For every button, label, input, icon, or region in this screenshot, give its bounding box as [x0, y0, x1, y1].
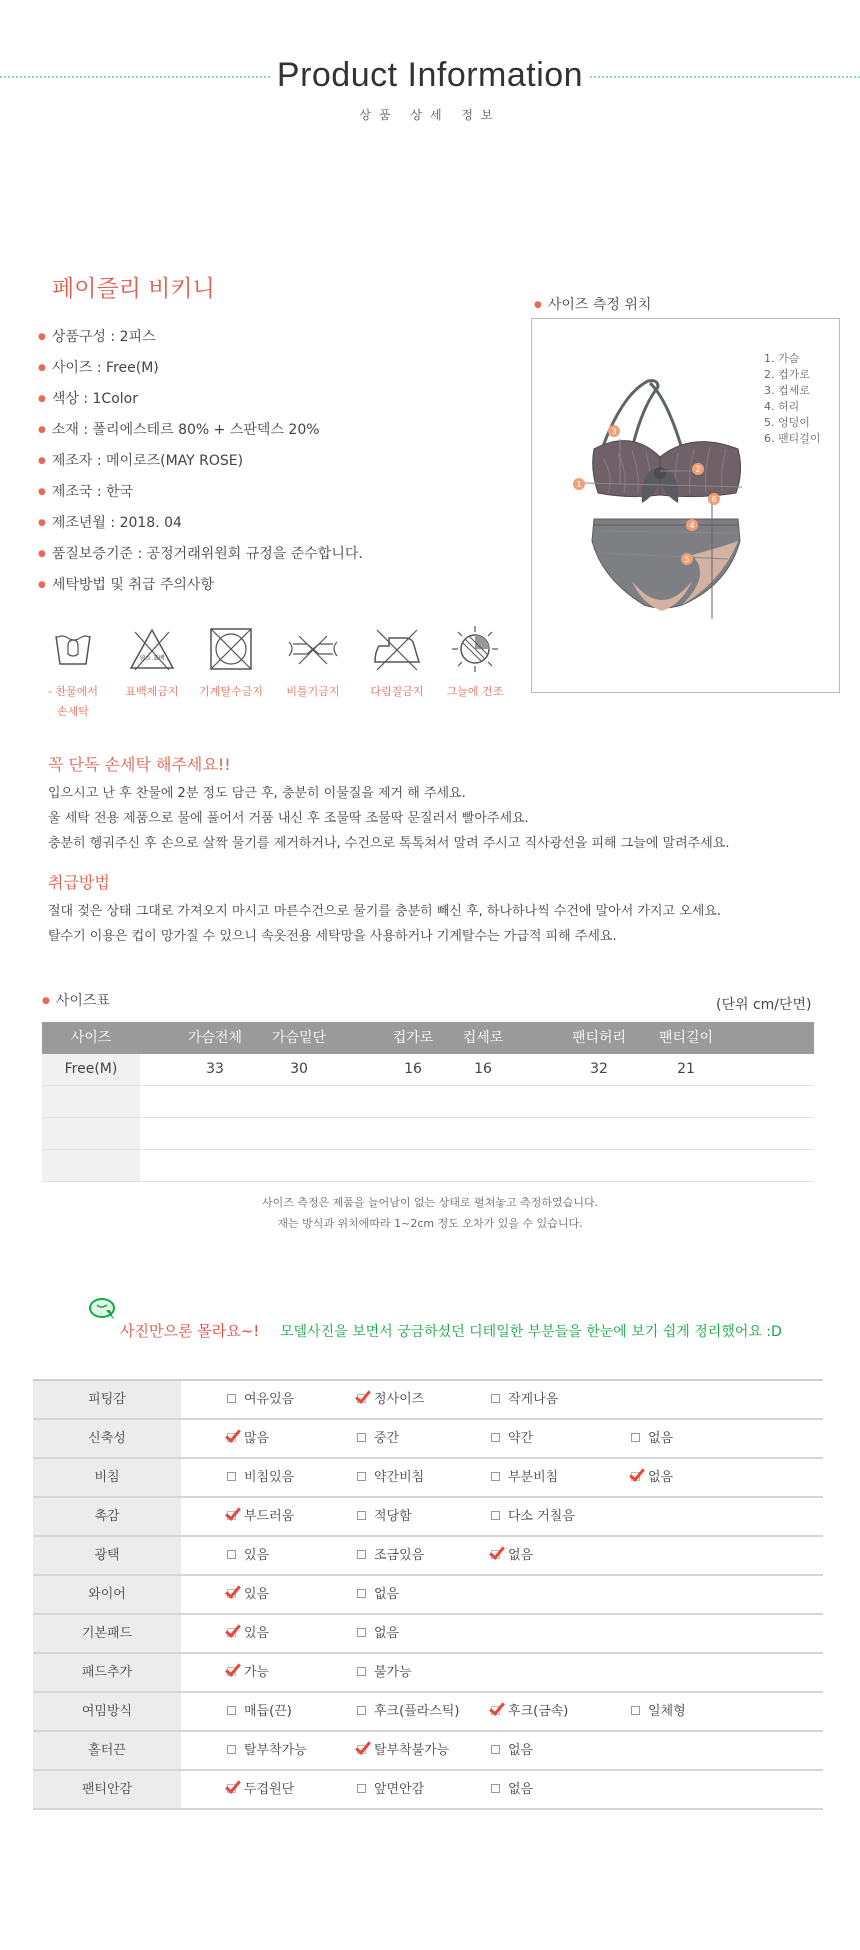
column-header: 컵가로 — [392, 1030, 434, 1046]
bullet-icon: ● — [38, 394, 46, 404]
care-icon-row — [38, 624, 518, 734]
feature-option[interactable] — [631, 1420, 673, 1457]
feature-option-label: 후크(플라스틱) — [374, 1704, 460, 1719]
feature-table — [33, 1379, 823, 1810]
svg-text:염소 표백: 염소 표백 — [139, 655, 165, 662]
checkbox-icon[interactable] — [357, 1433, 366, 1442]
handle-note-line: 탈수기 이용은 컵이 망가질 수 있으니 속옷전용 세탁망을 사용하거나 기계탈수는 가급적 피해 주세요. — [48, 929, 617, 944]
feature-option-label: 약간 — [508, 1431, 534, 1446]
checked-checkbox-icon[interactable] — [227, 1511, 236, 1520]
feature-option-label: 정사이즈 — [374, 1392, 425, 1407]
feature-option-label: 가능 — [244, 1665, 270, 1680]
checkbox-icon[interactable] — [227, 1472, 236, 1481]
size-table-label: ● 사이즈표 — [42, 993, 110, 1009]
feature-option[interactable] — [491, 1459, 558, 1496]
feature-row — [33, 1615, 823, 1654]
handle-note-line: 절대 젖은 상태 그대로 가져오지 마시고 마른수건으로 물기를 충분히 빼신 후, 하나하나씩 수건에 말아서 가지고 오세요. — [48, 904, 722, 919]
spec-item: ● 제조국 : 한국 — [38, 484, 134, 500]
feature-label: 패드추가 — [33, 1654, 181, 1691]
photo-guide-description: 모델사진을 보면서 궁금하셨던 디테일한 부분들을 한눈에 보기 쉽게 정리했어요 :D — [280, 1324, 782, 1340]
checked-checkbox-icon[interactable] — [227, 1589, 236, 1598]
care-label: 다림질금지 — [370, 685, 424, 698]
feature-option-label: 불가능 — [374, 1665, 412, 1680]
feature-option-label: 두겹원단 — [244, 1782, 295, 1797]
feature-row — [33, 1459, 823, 1498]
feature-option-label: 많음 — [244, 1431, 270, 1446]
checkbox-icon[interactable] — [357, 1589, 366, 1598]
checked-checkbox-icon[interactable] — [227, 1628, 236, 1637]
bullet-icon: ● — [38, 580, 46, 590]
feature-row — [33, 1381, 823, 1420]
feature-option[interactable] — [491, 1498, 575, 1535]
bullet-icon: ● — [534, 300, 542, 310]
feature-option[interactable] — [357, 1381, 424, 1418]
feature-option[interactable] — [491, 1381, 558, 1418]
feature-label: 팬티안감 — [33, 1771, 181, 1808]
checkbox-icon[interactable] — [357, 1550, 366, 1559]
no-tumble-dry-icon — [206, 624, 256, 674]
checkbox-icon[interactable] — [357, 1511, 366, 1520]
feature-option-label: 여유있음 — [244, 1392, 295, 1407]
care-item — [38, 624, 108, 722]
spec-item: ● 세탁방법 및 취급 주의사항 — [38, 577, 214, 593]
size-table-header — [42, 1022, 814, 1054]
feature-option[interactable] — [491, 1537, 533, 1574]
bullet-icon: ● — [38, 363, 46, 373]
feature-option-label: 다소 거칠음 — [508, 1509, 575, 1524]
feature-option-label: 없음 — [508, 1548, 534, 1563]
feature-option[interactable] — [631, 1693, 686, 1730]
feature-label: 여밈방식 — [33, 1693, 181, 1730]
table-row — [42, 1118, 814, 1150]
feature-option[interactable] — [227, 1576, 269, 1613]
spec-item: ● 소재 : 폴리에스테르 80% + 스판덱스 20% — [38, 422, 320, 438]
feature-option-label: 있음 — [244, 1587, 270, 1602]
column-header: 컵세로 — [462, 1030, 504, 1046]
feature-option[interactable] — [227, 1381, 294, 1418]
wash-note-title: 꼭 단독 손세탁 해주세요!! — [48, 755, 231, 774]
checkbox-icon[interactable] — [491, 1784, 500, 1793]
care-item — [196, 624, 266, 702]
page-header — [0, 56, 860, 136]
feature-option-label: 부분비침 — [508, 1470, 559, 1485]
wash-note-line: 입으시고 난 후 찬물에 2분 정도 담근 후, 충분히 이물질을 제거 해 주세요. — [48, 786, 466, 801]
marker-2 — [692, 463, 704, 475]
feature-option[interactable] — [227, 1654, 269, 1691]
feature-label: 광택 — [33, 1537, 181, 1574]
marker-5 — [681, 553, 693, 565]
wash-note-line: 충분히 헹궈주신 후 손으로 살짝 물기를 제거하거나, 수건으로 톡톡쳐서 말려 주시고 직사광선을 피해 그늘에 말려주세요. — [48, 836, 730, 851]
checkbox-icon[interactable] — [631, 1706, 640, 1715]
feature-label: 촉감 — [33, 1498, 181, 1535]
feature-option-label: 적당함 — [374, 1509, 412, 1524]
hand-wash-icon — [48, 624, 98, 674]
feature-row — [33, 1498, 823, 1537]
handle-note-title: 취급방법 — [48, 873, 110, 892]
checked-checkbox-icon[interactable] — [631, 1472, 640, 1481]
feature-option-label: 없음 — [508, 1782, 534, 1797]
marker-1 — [573, 478, 585, 490]
feature-option-label: 없음 — [374, 1626, 400, 1641]
feature-option-label: 조금있음 — [374, 1548, 425, 1563]
column-header: 팬티길이 — [658, 1030, 714, 1046]
care-item — [440, 624, 510, 702]
care-label: 그늘에 건조 — [446, 685, 504, 698]
feature-option-label: 없음 — [508, 1743, 534, 1758]
checked-checkbox-icon[interactable] — [357, 1394, 366, 1403]
checkbox-icon[interactable] — [491, 1745, 500, 1754]
bullet-icon: ● — [38, 456, 46, 466]
feature-row — [33, 1576, 823, 1615]
checkbox-icon[interactable] — [491, 1433, 500, 1442]
column-header: 가슴밑단 — [271, 1030, 327, 1046]
svg-text:2: 2 — [695, 465, 701, 474]
feature-option[interactable] — [357, 1615, 399, 1652]
column-header: 팬티허리 — [571, 1030, 627, 1046]
marker-6 — [708, 493, 720, 505]
feature-label: 피팅감 — [33, 1381, 181, 1418]
feature-option[interactable] — [227, 1732, 307, 1769]
feature-label: 신축성 — [33, 1420, 181, 1457]
feature-option-label: 일체형 — [648, 1704, 686, 1719]
feature-row — [33, 1537, 823, 1576]
feature-option-label: 있음 — [244, 1626, 270, 1641]
svg-text:1: 1 — [576, 480, 582, 489]
feature-option[interactable] — [491, 1732, 533, 1769]
spec-item: ● 색상 : 1Color — [38, 391, 138, 407]
feature-option-label: 매듭(끈) — [244, 1704, 292, 1719]
svg-text:5: 5 — [684, 555, 690, 564]
care-label: - 찬물에서 손세탁 — [48, 685, 98, 718]
feature-option[interactable] — [357, 1693, 460, 1730]
feature-option-label: 있음 — [244, 1548, 270, 1563]
size-table-note: 사이즈 측정은 제품을 늘어남이 없는 상태로 펼쳐놓고 측정하였습니다. 재는 방식과 위치에따라 1~2cm 정도 오차가 있을 수 있습니다. — [261, 1196, 599, 1230]
feature-option-label: 탈부착가능 — [244, 1743, 307, 1758]
feature-label: 비침 — [33, 1459, 181, 1496]
feature-label: 홀터끈 — [33, 1732, 181, 1769]
no-bleach-icon — [127, 624, 177, 674]
feature-option[interactable] — [357, 1498, 412, 1535]
checked-checkbox-icon[interactable] — [227, 1433, 236, 1442]
feature-option[interactable] — [227, 1537, 269, 1574]
size-table — [42, 1022, 814, 1182]
measure-diagram-box — [531, 318, 840, 693]
checkbox-icon[interactable] — [491, 1394, 500, 1403]
bullet-icon: ● — [38, 549, 46, 559]
svg-text:3: 3 — [611, 427, 617, 436]
care-label: 표백제금지 — [125, 685, 179, 698]
feature-option-label: 작게나옴 — [508, 1392, 559, 1407]
spec-item: ● 상품구성 : 2피스 — [38, 329, 156, 345]
spec-item: ● 제조년월 : 2018. 04 — [38, 515, 182, 531]
feature-option[interactable] — [491, 1771, 533, 1808]
bullet-icon: ● — [38, 487, 46, 497]
feature-row — [33, 1732, 823, 1771]
feature-option-label: 없음 — [648, 1431, 674, 1446]
shade-dry-icon — [450, 624, 500, 674]
product-spec-list — [38, 326, 363, 605]
care-label: 기계탈수금지 — [199, 685, 263, 698]
checkbox-icon[interactable] — [357, 1784, 366, 1793]
feature-option-label: 약간비침 — [374, 1470, 425, 1485]
measure-section-label: ● 사이즈 측정 위치 — [534, 297, 652, 313]
feature-option-label: 탈부착불가능 — [374, 1743, 450, 1758]
feature-label: 와이어 — [33, 1576, 181, 1613]
marker-4 — [686, 519, 698, 531]
checkbox-icon[interactable] — [491, 1472, 500, 1481]
feature-option-label: 비침있음 — [244, 1470, 295, 1485]
spec-item: ● 사이즈 : Free(M) — [38, 360, 159, 376]
measure-legend: 1. 가슴 2. 컵가로 3. 컵세로 4. 허리 5. 엉덩이 6. 팬티길이 — [764, 352, 821, 445]
feature-option-label: 부드러움 — [244, 1509, 295, 1524]
checkbox-icon[interactable] — [357, 1706, 366, 1715]
marker-3 — [608, 425, 620, 437]
feature-label: 기본패드 — [33, 1615, 181, 1652]
checkbox-icon[interactable] — [631, 1433, 640, 1442]
speech-bubble-icon — [88, 1296, 120, 1322]
checkbox-icon[interactable] — [227, 1745, 236, 1754]
feature-row — [33, 1420, 823, 1459]
svg-text:4: 4 — [689, 521, 695, 530]
checked-checkbox-icon[interactable] — [227, 1667, 236, 1676]
page-title: Product Information — [276, 56, 584, 94]
feature-option[interactable] — [491, 1693, 568, 1730]
size-table-unit: (단위 cm/단면) — [716, 997, 812, 1013]
bullet-icon: ● — [38, 332, 46, 342]
feature-option[interactable] — [631, 1459, 673, 1496]
feature-option[interactable] — [227, 1420, 269, 1457]
feature-option[interactable] — [227, 1459, 294, 1496]
feature-option[interactable] — [357, 1654, 412, 1691]
feature-option[interactable] — [357, 1771, 424, 1808]
feature-option[interactable] — [357, 1420, 399, 1457]
feature-option[interactable] — [357, 1459, 424, 1496]
feature-row — [33, 1771, 823, 1810]
care-item — [117, 624, 187, 702]
no-iron-icon — [369, 624, 425, 674]
svg-text:6: 6 — [711, 495, 717, 504]
checked-checkbox-icon[interactable] — [491, 1550, 500, 1559]
photo-guide-banner — [88, 1296, 828, 1346]
checkbox-icon[interactable] — [227, 1394, 236, 1403]
checked-checkbox-icon[interactable] — [357, 1745, 366, 1754]
spec-item: ● 제조자 : 메이로즈(MAY ROSE) — [38, 453, 244, 469]
wash-note-line: 울 세탁 전용 제품으로 물에 풀어서 거품 내신 후 조물딱 조물딱 문질러서 빨아주세요. — [48, 811, 529, 826]
feature-row — [33, 1693, 823, 1732]
table-row — [42, 1086, 814, 1118]
feature-option[interactable] — [357, 1537, 424, 1574]
feature-option-label: 없음 — [374, 1587, 400, 1602]
checkbox-icon[interactable] — [491, 1511, 500, 1520]
bullet-icon: ● — [38, 425, 46, 435]
column-header: 가슴전체 — [187, 1030, 243, 1046]
feature-option[interactable] — [227, 1693, 292, 1730]
checkbox-icon[interactable] — [357, 1472, 366, 1481]
care-item — [362, 624, 432, 702]
feature-option[interactable] — [357, 1576, 399, 1613]
feature-option[interactable] — [227, 1498, 294, 1535]
column-header: 사이즈 — [70, 1030, 112, 1046]
bullet-icon: ● — [42, 996, 50, 1006]
feature-option[interactable] — [227, 1771, 294, 1808]
spec-item: ● 품질보증기준 : 공정거래위원회 규정을 준수합니다. — [38, 546, 363, 562]
feature-row — [33, 1654, 823, 1693]
feature-option-label: 앞면안감 — [374, 1782, 425, 1797]
product-name: 페이즐리 비키니 — [52, 276, 215, 302]
care-item — [278, 624, 348, 702]
checkbox-icon[interactable] — [227, 1550, 236, 1559]
checkbox-icon[interactable] — [227, 1706, 236, 1715]
care-notes — [48, 752, 808, 949]
feature-option-label: 없음 — [648, 1470, 674, 1485]
checkbox-icon[interactable] — [357, 1667, 366, 1676]
page-subtitle: 상품 상세 정보 — [359, 108, 501, 122]
checked-checkbox-icon[interactable] — [227, 1784, 236, 1793]
feature-option[interactable] — [357, 1732, 449, 1769]
feature-option[interactable] — [491, 1420, 533, 1457]
table-row — [42, 1150, 814, 1182]
photo-guide-title: 사진만으론 몰라요~! — [120, 1322, 260, 1340]
checked-checkbox-icon[interactable] — [491, 1706, 500, 1715]
feature-option[interactable] — [227, 1615, 269, 1652]
table-row: Free(M) 33 30 16 16 32 21 — [42, 1054, 814, 1086]
feature-option-label: 후크(금속) — [508, 1704, 569, 1719]
bullet-icon: ● — [38, 518, 46, 528]
feature-option-label: 중간 — [374, 1431, 400, 1446]
checkbox-icon[interactable] — [357, 1628, 366, 1637]
no-wring-icon — [285, 624, 341, 674]
care-label: 비틀기금지 — [286, 685, 340, 698]
